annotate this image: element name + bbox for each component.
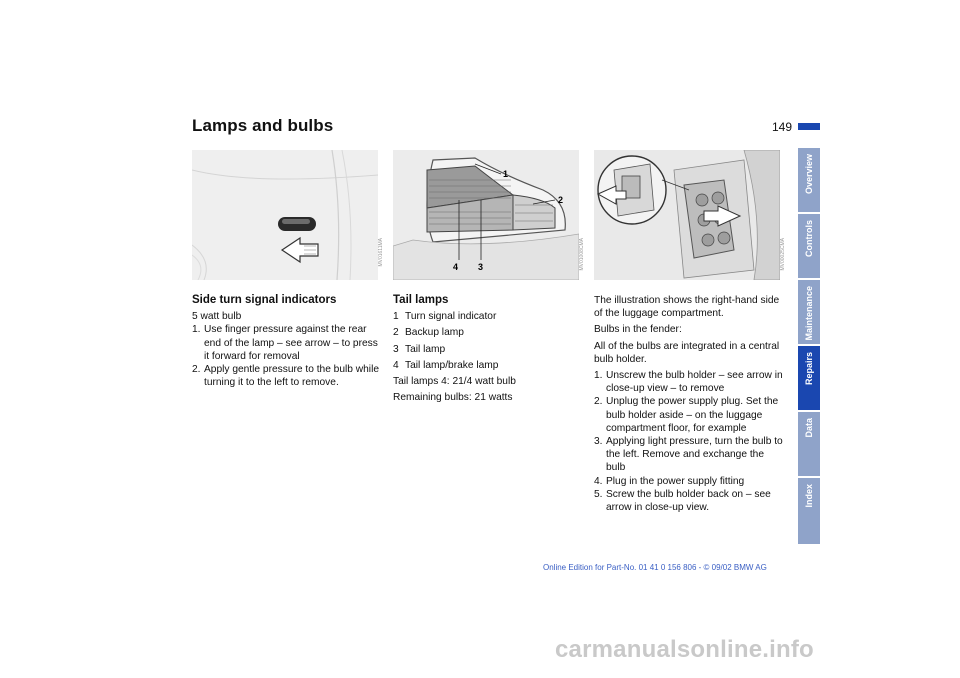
footer-edition: Online Edition for Part-No. 01 41 0 156 806 - © 09/02 BMW AG	[543, 563, 767, 572]
tab-maintenance[interactable]: Maintenance	[798, 280, 820, 344]
figure-tail-lamps	[393, 150, 579, 280]
list-item: 4 Tail lamp/brake lamp	[393, 359, 499, 371]
callout-1: 1	[503, 169, 509, 179]
section-heading: Tail lamps	[393, 294, 449, 306]
bulb-spec: 5 watt bulb	[192, 311, 242, 323]
list-item: 1 Turn signal indicator	[393, 311, 497, 323]
list-item: 1. Unscrew the bulb holder – see arrow in close-up view – to remove	[594, 370, 783, 395]
figure-code: MV01611MA	[378, 238, 384, 267]
figure-side-turn-signal	[192, 150, 378, 280]
page-number: 149	[772, 120, 793, 134]
callout-2: 2	[558, 195, 564, 205]
page-number-bar	[798, 123, 820, 130]
page-title: Lamps and bulbs	[192, 116, 334, 135]
callout-3: 3	[478, 262, 484, 272]
paragraph: Bulbs in the fender:	[594, 324, 682, 336]
section-tabs	[798, 148, 820, 544]
callout-4: 4	[453, 262, 459, 272]
tab-overview[interactable]: Overview	[798, 148, 820, 212]
figure-bulb-holder	[594, 150, 780, 280]
list-item: 3. Applying light pressure, turn the bulb to the left. Remove and exchange the bulb	[594, 436, 783, 474]
tab-data[interactable]: Data	[798, 412, 820, 476]
list-item: 4. Plug in the power supply fitting	[594, 475, 745, 487]
tab-index[interactable]: Index	[798, 478, 820, 544]
section-heading: Side turn signal indicators	[192, 294, 337, 306]
paragraph: All of the bulbs are integrated in a central bulb holder.	[594, 340, 780, 365]
tab-repairs[interactable]: Repairs	[798, 346, 820, 410]
figure-code: MV00025CMA	[780, 238, 786, 271]
paragraph: The illustration shows the right-hand side of the luggage compartment.	[594, 295, 780, 320]
list-item: 5. Screw the bulb holder back on – see arrow in close-up view.	[594, 488, 771, 514]
tab-controls[interactable]: Controls	[798, 214, 820, 278]
list-item: 2. Apply gentle pressure to the bulb while turning it to the left to remove.	[192, 364, 379, 389]
section-side-turn-signal	[192, 294, 384, 389]
list-item: 3 Tail lamp	[393, 343, 446, 355]
list-item: 2. Unplug the power supply plug. Set the bulb holder aside – on the luggage compartment floor, for example	[594, 396, 779, 434]
list-item: 2 Backup lamp	[393, 327, 464, 339]
section-luggage-compartment	[594, 294, 786, 514]
section-tail-lamps	[393, 294, 583, 407]
bulb-spec: Remaining bulbs: 21 watts	[393, 392, 513, 404]
bulb-spec: Tail lamps 4: 21/4 watt bulb	[393, 376, 516, 388]
figure-code: MV01008CMA	[579, 238, 585, 271]
list-item: 1. Use finger pressure against the rear end of the lamp – see arrow – to press it forward for removal	[192, 324, 378, 362]
watermark: carmanualsonline.info	[555, 636, 814, 663]
